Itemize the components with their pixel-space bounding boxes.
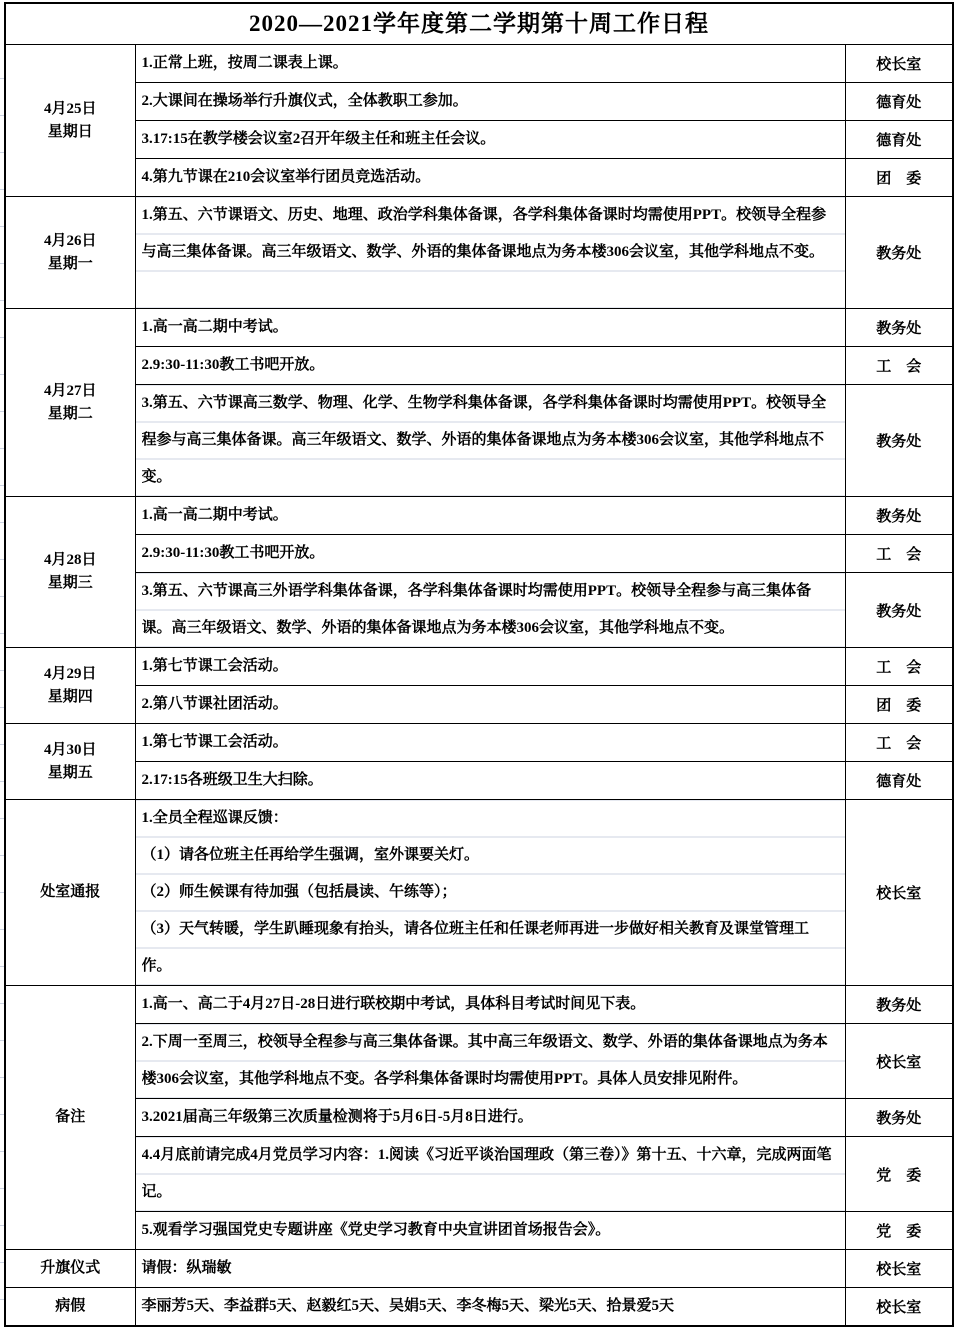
dept-cell: 工 会 — [845, 724, 953, 762]
task-cell: 2.17:15各班级卫生大扫除。 — [135, 762, 845, 800]
date-label: 4月25日 — [43, 100, 97, 117]
task-cell — [135, 573, 845, 648]
task-cell — [135, 1137, 845, 1212]
dept-cell: 团 委 — [845, 686, 953, 724]
task-text — [142, 800, 839, 985]
dept-cell: 团 委 — [845, 159, 953, 197]
dept-cell: 校长室 — [845, 1288, 953, 1327]
task-cell: 2.9:30-11:30教工书吧开放。 — [135, 535, 845, 573]
date-cell — [5, 497, 135, 648]
task-cell: 李丽芳5天、李益群5天、赵毅红5天、吴娟5天、李冬梅5天、梁光5天、拾景爱5天 — [135, 1288, 845, 1327]
page-title: 2020—2021学年度第二学期第十周工作日程 — [5, 3, 953, 45]
section-label-cell — [5, 1250, 135, 1288]
dept-cell: 工 会 — [845, 648, 953, 686]
dept-cell: 校长室 — [845, 800, 953, 986]
section-label-cell — [5, 1288, 135, 1327]
dept-cell: 教务处 — [845, 497, 953, 535]
dept-cell: 工 会 — [845, 535, 953, 573]
task-text: 1.第五、六节课语文、历史、地理、政治学科集体备课，各学科集体备课时均需使用PPT。校领导全程参与高三集体备课。高三年级语文、数学、外语的集体备课地点为务本楼306会议室，其他学科地点不变。 — [141, 207, 827, 260]
task-cell: 1.第七节课工会活动。 — [135, 648, 845, 686]
dept-cell: 党 委 — [845, 1212, 953, 1250]
task-cell: 1.高一、高二于4月27日-28日进行联校期中考试，具体科目考试时间见下表。 — [135, 986, 845, 1024]
task-line: （3）天气转暖，学生趴睡现象有抬头，请各位班主任和任课老师再进一步做好相关教育及课堂管理工作。 — [141, 921, 810, 974]
task-cell — [135, 1024, 845, 1099]
task-text: 3.第五、六节课高三外语学科集体备课，各学科集体备课时均需使用PPT。校领导全程参与高三集体备课。高三年级语文、数学、外语的集体备课地点为务本楼306会议室，其他学科地点不变。 — [141, 583, 812, 636]
weekday-label: 星期四 — [47, 688, 93, 705]
task-cell: 2.大课间在操场举行升旗仪式，全体教职工参加。 — [135, 83, 845, 121]
weekly-schedule-table — [4, 2, 954, 1327]
date-label: 4月30日 — [43, 741, 97, 758]
task-text: 3.第五、六节课高三数学、物理、化学、生物学科集体备课，各学科集体备课时均需使用PPT。校领导全程参与高三集体备课。高三年级语文、数学、外语的集体备课地点为务本楼306会议室，其他学科地点不变。 — [141, 395, 827, 485]
dept-cell: 教务处 — [845, 197, 953, 309]
dept-cell: 教务处 — [845, 986, 953, 1024]
task-line: （1）请各位班主任再给学生强调，室外课要关灯。 — [141, 847, 480, 863]
task-cell: 3.17:15在教学楼会议室2召开年级主任和班主任会议。 — [135, 121, 845, 159]
task-cell: 2.9:30-11:30教工书吧开放。 — [135, 347, 845, 385]
task-cell — [135, 197, 845, 309]
task-cell: 3.2021届高三年级第三次质量检测将于5月6日-5月8日进行。 — [135, 1099, 845, 1137]
date-label: 4月28日 — [43, 552, 97, 568]
section-label: 备注 — [55, 1109, 86, 1125]
dept-cell: 德育处 — [845, 83, 953, 121]
dept-cell: 校长室 — [845, 1024, 953, 1099]
date-label: 4月27日 — [43, 382, 97, 399]
section-label: 病假 — [55, 1298, 86, 1314]
task-cell: 1.高一高二期中考试。 — [135, 497, 845, 535]
task-cell: 1.第七节课工会活动。 — [135, 724, 845, 762]
dept-cell: 德育处 — [845, 121, 953, 159]
section-label-cell — [5, 800, 135, 986]
dept-cell: 教务处 — [845, 573, 953, 648]
task-cell: 请假：纵瑞敏 — [135, 1250, 845, 1288]
dept-cell: 德育处 — [845, 762, 953, 800]
section-label: 升旗仪式 — [40, 1260, 101, 1276]
date-cell — [5, 724, 135, 800]
task-cell — [135, 800, 845, 986]
date-cell — [5, 648, 135, 724]
weekday-label: 星期五 — [47, 764, 93, 781]
weekday-label: 星期三 — [47, 575, 93, 591]
dept-cell: 校长室 — [845, 1250, 953, 1288]
dept-cell: 教务处 — [845, 385, 953, 497]
date-label: 4月29日 — [43, 665, 97, 682]
task-cell: 2.第八节课社团活动。 — [135, 686, 845, 724]
date-cell — [5, 45, 135, 197]
section-label-cell — [5, 986, 135, 1250]
dept-cell: 教务处 — [845, 1099, 953, 1137]
dept-cell: 校长室 — [845, 45, 953, 83]
dept-cell: 教务处 — [845, 309, 953, 347]
task-cell: 5.观看学习强国党史专题讲座《党史学习教育中央宣讲团首场报告会》。 — [135, 1212, 845, 1250]
task-line: 1.全员全程巡课反馈： — [141, 810, 288, 826]
date-label: 4月26日 — [43, 232, 97, 249]
task-cell: 4.第九节课在210会议室举行团员竞选活动。 — [135, 159, 845, 197]
task-cell — [135, 385, 845, 497]
task-line: （2）师生候课有待加强（包括晨读、午练等）； — [141, 884, 457, 900]
task-text: 2.下周一至周三，校领导全程参与高三集体备课。其中高三年级语文、数学、外语的集体备课地点为务本楼306会议室，其他学科地点不变。各学科集体备课时均需使用PPT。具体人员安排见附件。 — [141, 1034, 828, 1087]
weekday-label: 星期二 — [47, 405, 93, 422]
weekday-label: 星期日 — [47, 123, 93, 140]
date-cell — [5, 197, 135, 309]
dept-cell: 党 委 — [845, 1137, 953, 1212]
dept-cell: 工 会 — [845, 347, 953, 385]
task-cell: 1.正常上班，按周二课表上课。 — [135, 45, 845, 83]
section-label: 处室通报 — [40, 884, 101, 900]
task-text: 4.4月底前请完成4月党员学习内容：1.阅读《习近平谈治国理政（第三卷）》第十五、十六章，完成两面笔记。 — [141, 1147, 832, 1200]
date-cell — [5, 309, 135, 497]
weekday-label: 星期一 — [47, 255, 93, 272]
task-cell: 1.高一高二期中考试。 — [135, 309, 845, 347]
